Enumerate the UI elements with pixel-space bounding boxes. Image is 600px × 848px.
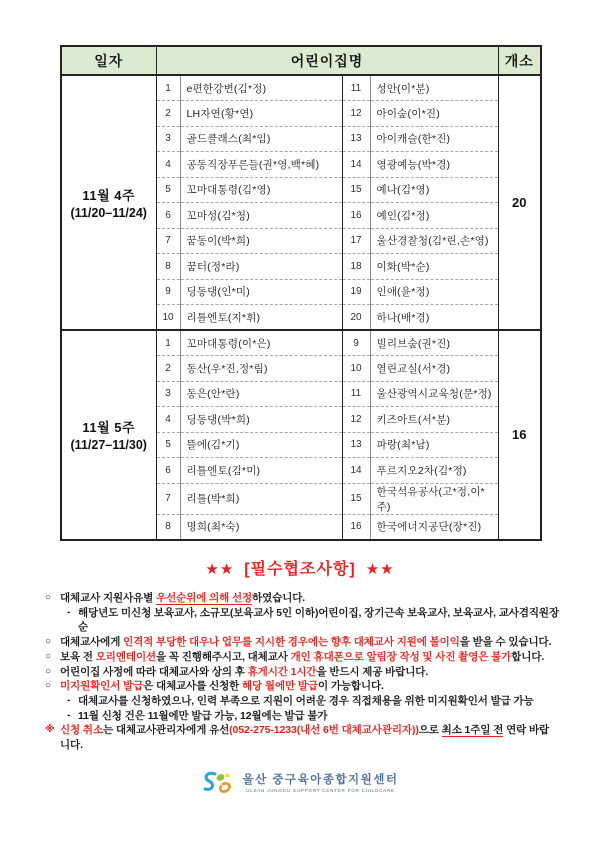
notice-text-segment: 을 받을 수 있습니다. <box>459 636 552 649</box>
notice-item-text <box>60 679 384 694</box>
entry-number: 1 <box>156 330 180 356</box>
notice-text-segment: 휴게시간 1시간 <box>247 665 317 678</box>
notice-item-text <box>60 591 305 606</box>
table-header-row <box>61 46 541 75</box>
entry-number: 10 <box>342 356 370 382</box>
entry-name: 리틀엔토(김*미) <box>180 458 342 484</box>
notice-item-marker: - <box>67 606 71 618</box>
entry-name: e편한강변(김*정) <box>180 75 342 101</box>
entry-name: 공동직장푸른들(권*영,백*혜) <box>180 152 342 178</box>
notice-text-segment: 해당년도 미신청 보육교사, 소규모(보육교사 5인 이하)어린이집, 장기근속 보육교사, 보육교사, 교사겸직원장 순 <box>78 606 560 634</box>
entry-number: 4 <box>156 152 180 178</box>
entry-number: 16 <box>342 203 370 229</box>
notice-item-text <box>78 709 327 724</box>
entry-number: 12 <box>342 101 370 127</box>
notice-item <box>45 723 559 752</box>
week-block <box>61 330 541 540</box>
entry-number: 6 <box>156 203 180 229</box>
notice-item <box>45 650 559 665</box>
notice-item-marker: ※ <box>45 724 55 736</box>
entry-number: 8 <box>156 254 180 280</box>
notice-item <box>45 679 559 694</box>
notice-text-segment: 보육 전 <box>60 650 96 663</box>
notice-text-segment: (052-275-1233(내선 6번 대체교사관리자)) <box>229 724 419 737</box>
notice-text-segment: 으로 <box>418 724 442 737</box>
assignment-table <box>60 45 542 541</box>
org-name: 울산 중구육아종합지원센터 <box>242 774 399 786</box>
week-count: 16 <box>512 427 527 443</box>
entry-name: 리틀(박*희) <box>180 483 342 514</box>
week-label: 11월 5주 <box>82 420 136 436</box>
notice-item-marker: ○ <box>45 592 51 603</box>
notice-text-segment: 최소 1주일 전 <box>441 724 504 737</box>
header-count: 개소 <box>498 46 541 75</box>
entry-name: 꿈터(정*라) <box>180 254 342 280</box>
entry-number: 5 <box>156 432 180 458</box>
notice-text-segment: 이 가능합니다. <box>317 680 384 693</box>
entry-number: 1 <box>156 75 180 101</box>
notice-item <box>45 665 559 680</box>
notice-item <box>45 635 559 650</box>
entry-number: 4 <box>156 407 180 433</box>
entry-name: 골드클래스(최*임) <box>180 126 342 152</box>
notice-item-marker: - <box>67 709 71 721</box>
entry-name: 하나(배*경) <box>370 305 498 331</box>
entry-name: 꼬마대통령(이*은) <box>180 330 342 356</box>
notice-item-text <box>60 665 428 680</box>
notice-item-text <box>60 650 544 665</box>
entry-name: 파랑(최*남) <box>370 432 498 458</box>
entry-name: 한국석유공사(고*정,이*주) <box>370 483 498 514</box>
stars-left: ★★ <box>205 561 235 578</box>
entry-number: 17 <box>342 228 370 254</box>
entry-name: 꼬마대통령(김*영) <box>180 177 342 203</box>
week-date-cell <box>61 75 156 330</box>
entry-name: 딩동댕(인*미) <box>180 279 342 305</box>
notice-item-marker: - <box>67 694 71 706</box>
center-logo-icon <box>201 770 235 794</box>
notice-text-segment: 어린이집 사정에 따라 대체교사와 상의 후 <box>60 665 248 678</box>
notice-text-segment: 대체교사를 신청하였으나, 인력 부족으로 지원이 어려운 경우 직접채용을 위한 미지원확인서 발급 가능 <box>78 694 534 707</box>
entry-number: 9 <box>156 279 180 305</box>
entry-number: 14 <box>342 458 370 484</box>
entry-number: 14 <box>342 152 370 178</box>
notice-list <box>45 591 559 753</box>
week-count: 20 <box>512 195 527 210</box>
header-date: 일자 <box>61 46 156 75</box>
entry-number: 16 <box>342 514 370 540</box>
entry-name: 꿈동이(박*희) <box>180 228 342 254</box>
entry-name: 뜰에(김*기) <box>180 432 342 458</box>
entry-name: 예인(김*정) <box>370 203 498 229</box>
entry-name: 영광예능(박*경) <box>370 152 498 178</box>
entry-number: 19 <box>342 279 370 305</box>
entry-number: 18 <box>342 254 370 280</box>
entry-number: 12 <box>342 407 370 433</box>
notice-item-marker: ○ <box>45 665 51 677</box>
entry-name: LH자연(황*연) <box>180 101 342 127</box>
entry-number: 7 <box>156 228 180 254</box>
entry-number: 6 <box>156 458 180 484</box>
entry-number: 11 <box>342 75 370 101</box>
notice-text-segment: 대체교사 지원사유별 <box>60 592 157 604</box>
notice-text-segment: 연락 바랍니다. <box>60 724 550 752</box>
entry-name: 한국에너지공단(장*진) <box>370 514 498 540</box>
entry-number: 8 <box>156 514 180 540</box>
notice-text-segment: 대체교사에게 <box>60 636 124 649</box>
entry-name: 명희(최*숙) <box>180 514 342 540</box>
entry-number: 20 <box>342 305 370 331</box>
entry-name: 성안(이*분) <box>370 75 498 101</box>
footer-text-block <box>242 771 398 793</box>
entry-name: 울산광역시교육청(문*정) <box>370 381 498 407</box>
entry-name: 리틀엔토(지*휘) <box>180 305 342 331</box>
entry-number: 2 <box>156 356 180 382</box>
week-block <box>61 75 541 330</box>
notice-text-segment: 11월 신청 건은 11월에만 발급 가능, 12월에는 발급 불가 <box>78 709 328 722</box>
notice-text-segment: 오리엔테이션 <box>95 650 157 663</box>
notice-item-marker: ○ <box>45 650 51 662</box>
notice-text-segment: 을 반드시 제공 바랍니다. <box>316 665 429 678</box>
entry-name: 딩동댕(박*희) <box>180 407 342 433</box>
entry-number: 13 <box>342 126 370 152</box>
notice-text-segment: 인격적 부당한 대우나 업무를 지시한 경우에는 향후 대체교사 지원에 불이익 <box>123 636 460 649</box>
footer <box>0 770 600 794</box>
week-date-range: (11/20–11/24) <box>70 206 147 220</box>
entry-number: 9 <box>342 330 370 356</box>
notice-text-segment: 하였습니다. <box>252 592 306 604</box>
notice-title-text: [필수협조사항] <box>244 561 356 578</box>
entry-number: 15 <box>342 177 370 203</box>
entry-name: 이화(박*순) <box>370 254 498 280</box>
entry-number: 11 <box>342 381 370 407</box>
header-name: 어린이집명 <box>156 46 498 75</box>
notice-text-segment: 미지원확인서 발급 <box>60 680 144 693</box>
entry-number: 3 <box>156 381 180 407</box>
entry-name: 아이캐슬(한*진) <box>370 126 498 152</box>
table-row <box>61 330 541 356</box>
notice-item <box>45 591 559 606</box>
entry-number: 15 <box>342 483 370 514</box>
week-date-range: (11/27–11/30) <box>70 438 147 453</box>
notice-text-segment: 합니다. <box>511 650 545 663</box>
entry-number: 2 <box>156 101 180 127</box>
entry-name: 울산경찰청(김*린,손*영) <box>370 228 498 254</box>
entry-number: 3 <box>156 126 180 152</box>
notice-item-marker: ○ <box>45 680 51 692</box>
notice-item-text <box>78 606 559 635</box>
entry-name: 키즈아트(서*분) <box>370 407 498 433</box>
notice-item-text <box>60 635 551 650</box>
notice-text-segment: 신청 취소 <box>60 724 103 737</box>
notice-text-segment: 을 꼭 진행해주시고, 대체교사 <box>156 650 291 663</box>
table-row <box>61 75 541 101</box>
org-name-en: ULSAN JUNGGU SUPPORT CENTER FOR CHILDCARE <box>246 788 395 793</box>
week-label: 11월 4주 <box>82 188 136 203</box>
notice-item <box>45 709 559 724</box>
entry-number: 5 <box>156 177 180 203</box>
notice-item-text <box>78 694 534 709</box>
notice-item-text <box>60 723 559 752</box>
entry-number: 10 <box>156 305 180 331</box>
notice-text-segment: 우선순위에 의해 선정 <box>156 592 253 604</box>
entry-name: 동은(안*란) <box>180 381 342 407</box>
notice-text-segment: 은 대체교사를 신청한 <box>143 680 243 693</box>
entry-name: 빌리브숲(권*진) <box>370 330 498 356</box>
notice-item <box>45 694 559 709</box>
notice-item-marker: ○ <box>45 636 51 648</box>
entry-name: 열린교실(서*경) <box>370 356 498 382</box>
entry-number: 7 <box>156 483 180 514</box>
notice-text-segment: 해당 월에만 발급 <box>242 680 318 693</box>
entry-name: 예나(김*영) <box>370 177 498 203</box>
entry-name: 아이숲(이*진) <box>370 101 498 127</box>
notice-title <box>0 556 600 579</box>
entry-name: 동산(우*진,정*림) <box>180 356 342 382</box>
week-date-cell <box>61 330 156 540</box>
notice-text-segment: 개인 휴대폰으로 알림장 작성 및 사진 촬영은 불가 <box>290 650 512 663</box>
entry-name: 인애(윤*정) <box>370 279 498 305</box>
entry-number: 13 <box>342 432 370 458</box>
entry-name: 꼬마성(김*청) <box>180 203 342 229</box>
entry-name: 푸르지오2차(김*정) <box>370 458 498 484</box>
notice-text-segment: 는 대체교사관리자에게 유선 <box>103 724 230 737</box>
notice-item <box>45 606 559 635</box>
stars-right: ★★ <box>365 561 395 578</box>
